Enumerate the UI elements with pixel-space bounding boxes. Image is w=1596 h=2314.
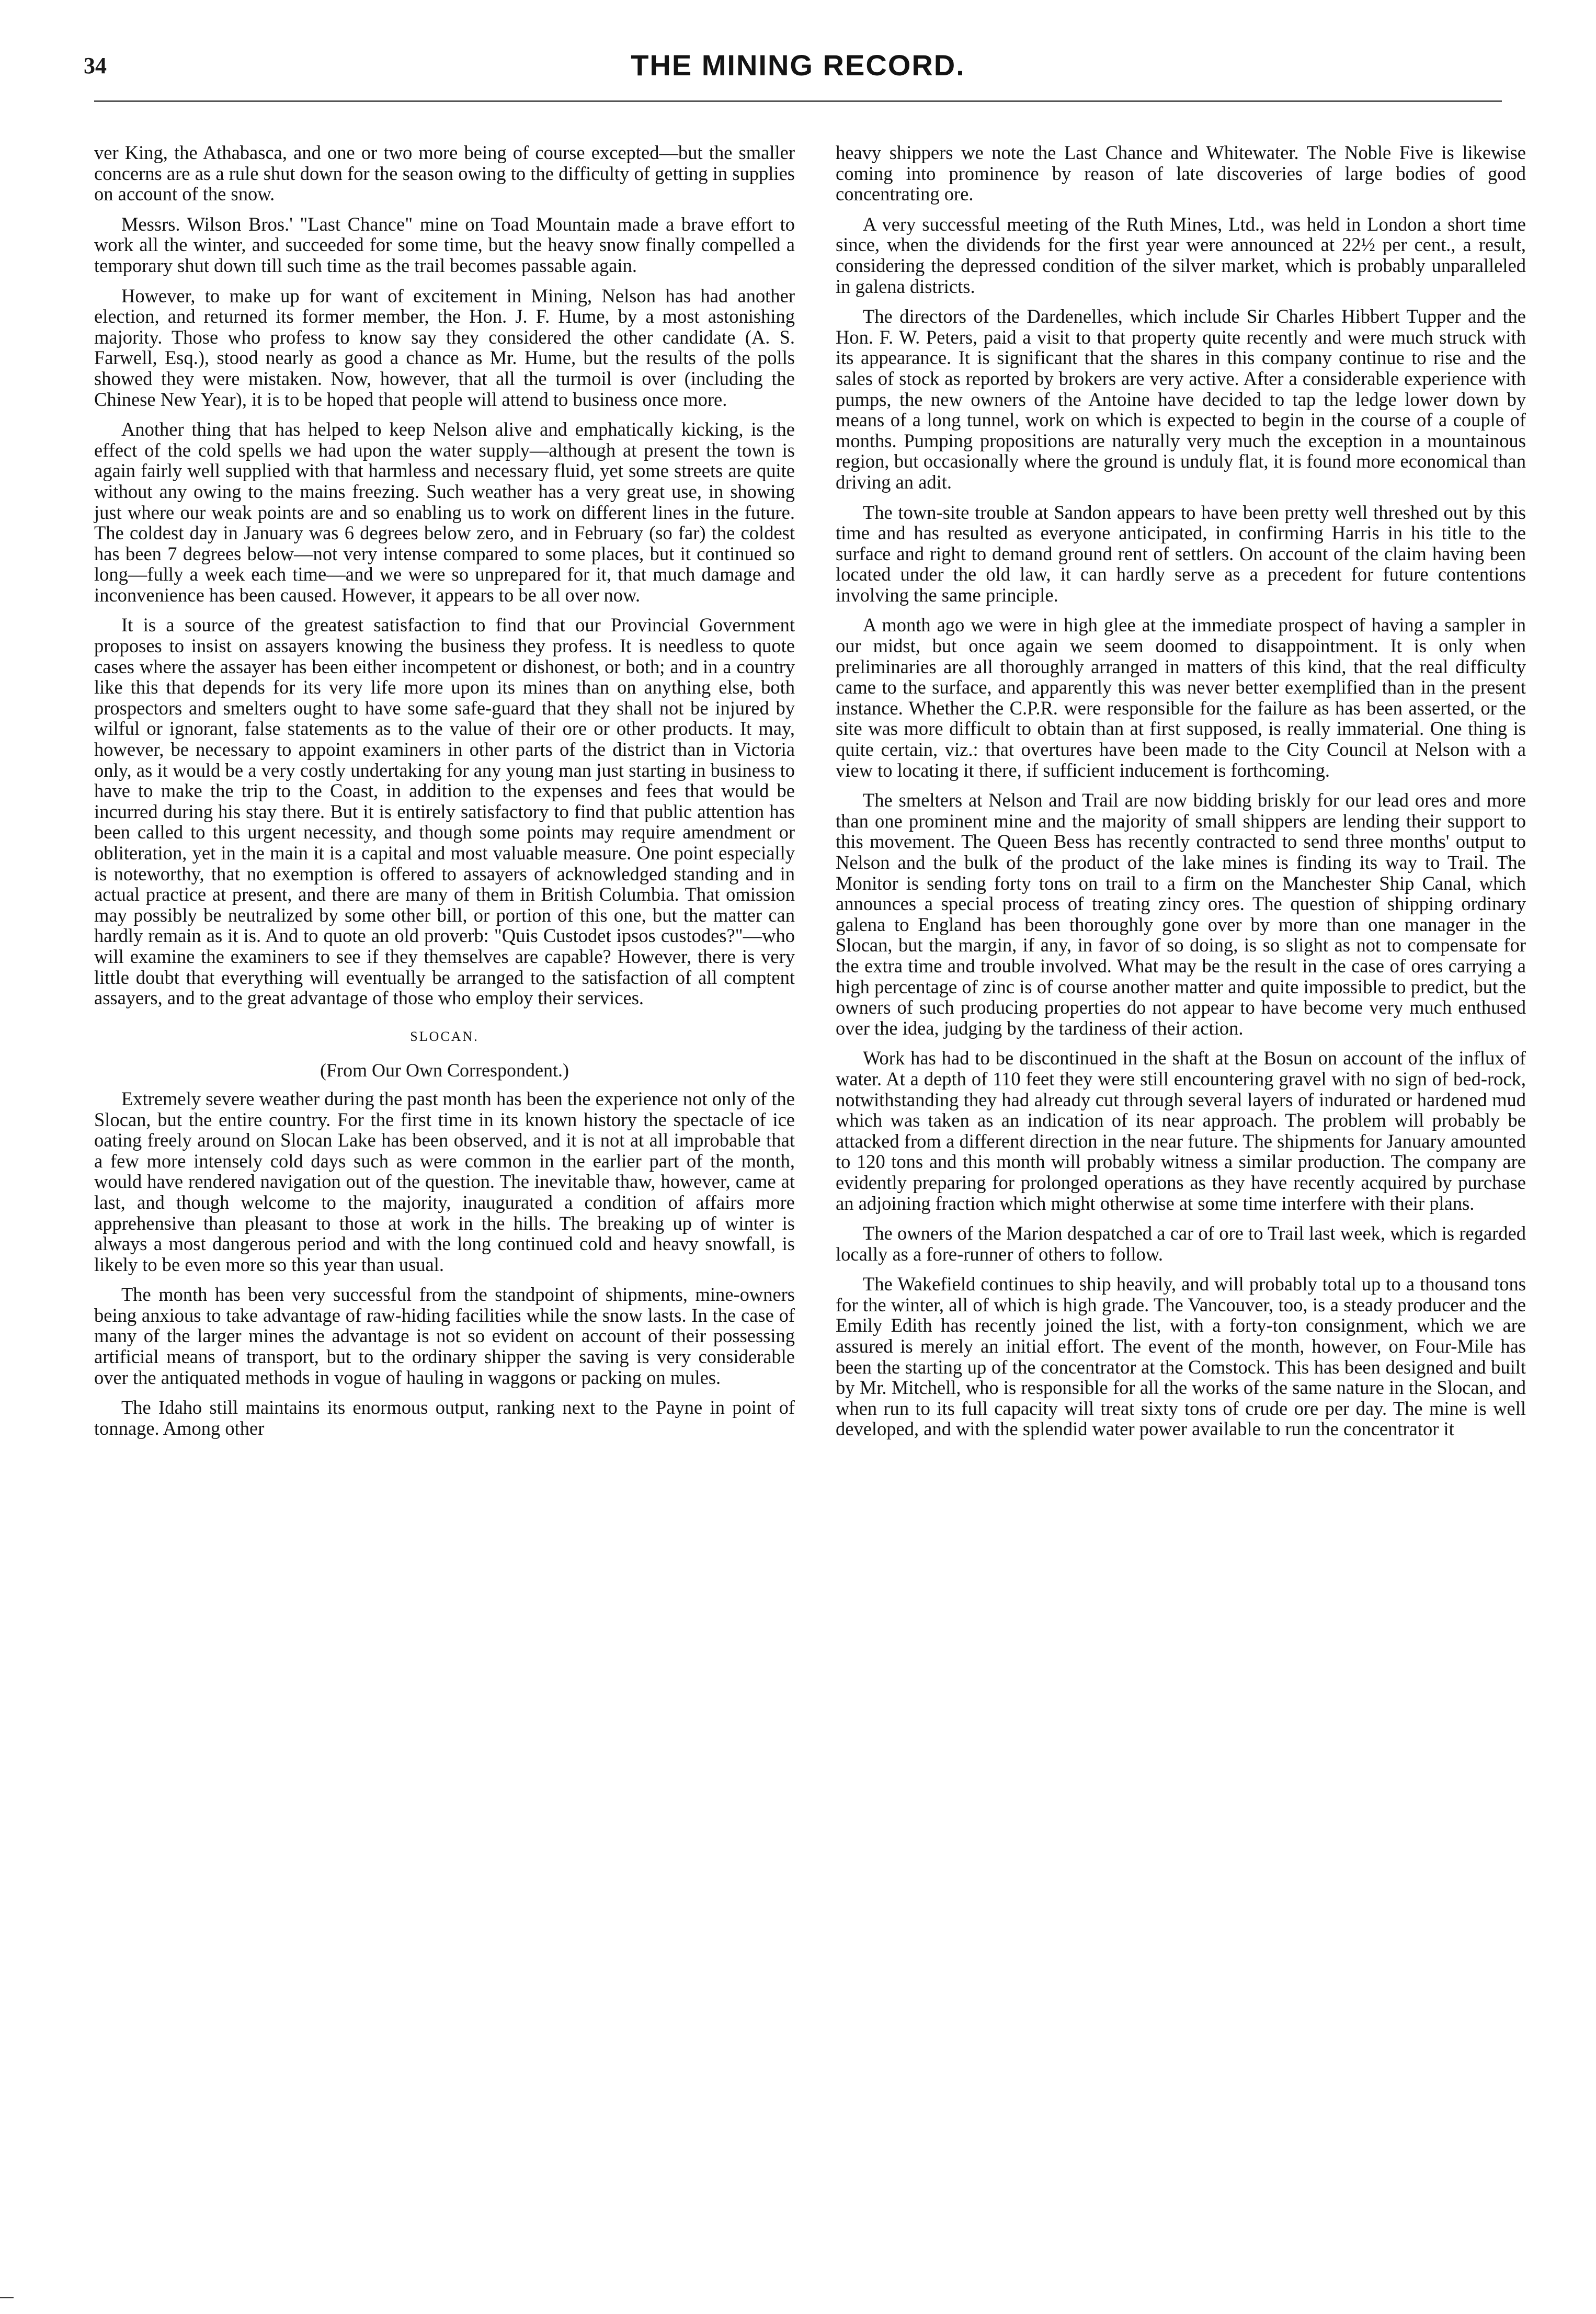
page-edge-mark	[0, 2297, 14, 2298]
paragraph: The Idaho still maintains its enormous output, ranking next to the Payne in point of tonnage. Among other	[94, 1397, 795, 1439]
paragraph: The month has been very successful from the standpoint of shipments, mine-owners being anxious to take advantage of raw-hiding facilities while the snow lasts. In the case of many of the larger mines the advantage is not so evident on account of their possessing artificial means of transport, but to the ordinary shipper the saving is very considerable over the antiquated methods in vogue of hauling in waggons or packing on mules.	[94, 1284, 795, 1388]
paragraph: The Wakefield continues to ship heavily, and will probably total up to a thousand tons for the winter, all of which is high grade. The Vancouver, too, is a steady producer and the Emily Edith has recently joined the list, with a forty-ton consignment, which we are assured is merely an initial effort. The event of the month, however, on Four-Mile has been the starting up of the concentrator at the Comstock. This has been designed and built by Mr. Mitchell, who is responsible for all the works of the same nature in the Slocan, and when run to its full capacity will treat sixty tons of crude ore per day. The mine is well developed, and with the splendid water power available to run the concentrator it	[836, 1273, 1526, 1440]
paragraph: A very successful meeting of the Ruth Mines, Ltd., was held in London a short time since, when the dividends for the first year were announced at 22½ per cent., a result, considering the depressed condition of the silver market, which is probably unparalleled in galena districts.	[836, 213, 1526, 297]
paragraph: Work has had to be discontinued in the shaft at the Bosun on account of the influx of water. At a depth of 110 feet they were still encountering gravel with no sign of bed-rock, notwithstanding they had already cut through several layers of indurated or hardened mud which was taken as an indication of its near approach. The problem will probably be attacked from a different direction in the near future. The shipments for January amounted to 120 tons and this month will probably witness a similar production. The company are evidently preparing for prolonged operations as they have recently acquired by purchase an adjoining fraction which might otherwise at some time interfere with their plans.	[836, 1047, 1526, 1214]
paragraph: Extremely severe weather during the past month has been the experience not only of the Slocan, but the entire country. For the first time in its known history the spectacle of ice oating freely around on Slocan Lake has been observed, and it is not at all improbable that a few more intensely cold days such as were common in the earlier part of the month, would have rendered navigation out of the question. The inevitable thaw, however, came at last, and though welcome to the majority, inaugurated a condition of affairs more apprehensive than pleasant to those at work in the hills. The breaking up of winter is always a most dangerous period and with the long continued cold and heavy snowfall, is likely to be even more so this year than usual.	[94, 1087, 795, 1275]
paragraph: However, to make up for want of excitement in Mining, Nelson has had another election, and returned its former member, the Hon. J. F. Hume, by a most astonishing majority. Those who profess to know say they considered the other candidate (A. S. Farwell, Esq.), stood nearly as good a chance as Mr. Hume, but the results of the polls showed they were mistaken. Now, however, that all the turmoil is over (including the Chinese New Year), it is to be hoped that people will attend to business once more.	[94, 285, 795, 410]
section-title-slocan: SLOCAN.	[410, 1028, 479, 1044]
page-number: 34	[84, 53, 107, 78]
paragraph: It is a source of the greatest satisfaction to find that our Provincial Government proposes to insist on assayers knowing the business they profess. It is needless to quote cases where the assayer has been either incompetent or dishonest, or both; and in a country like this that depends for its very life more upon its mines than on anything else, both prospectors and smelters ought to have some safe-guard that they shall not be injured by wilful or ignorant, false statements as to the value of their ore or other products. It may, however, be necessary to appoint examiners in other parts of the district than in Victoria only, as it would be a very costly undertaking for any young man just starting in business to have to make the trip to the Coast, in addition to the expenses and fees that would be incurred during his stay there. But it is entirely satisfactory to find that public attention has been called to this urgent necessity, and though some points may require amendment or obliteration, yet in the main it is a capital and most valuable measure. One point especially is noteworthy, that no exemption is offered to assayers of acknowledged standing and in actual practice at present, and there are many of them in British Columbia. That omission may possibly be neutralized by some other bill, or portion of this one, but the matter can hardly remain as it is. And to quote an old proverb: "Quis Custodet ipsos custodes?"—who will examine the examiners to see if they themselves are capable? However, there is very little doubt that everything will eventually be arranged to the satisfaction of all comptent assayers, and to the great advantage of those who employ their services.	[94, 614, 795, 1009]
paragraph: Messrs. Wilson Bros.' "Last Chance" mine on Toad Mountain made a brave effort to work all the winter, and succeeded for some time, but the heavy snow finally compelled a temporary shut down till such time as the trail becomes passable again.	[94, 213, 795, 276]
paragraph: A month ago we were in high glee at the immediate prospect of having a sampler in our midst, but once again we seem doomed to disappointment. It is only when preliminaries are all thoroughly arranged in matters of this kind, that the real difficulty came to the surface, and apparently this was never better exemplified than in the present instance. Whether the C.P.R. were responsible for the failure as has been asserted, or the site was more difficult to obtain than at first supposed, is really immaterial. One thing is quite certain, viz.: that overtures have been made to the City Council at Nelson with a view to locating it there, if sufficient inducement is forthcoming.	[836, 614, 1526, 781]
paragraph: The directors of the Dardenelles, which include Sir Charles Hibbert Tupper and the Hon. F. W. Peters, paid a visit to that property quite recently and were much struck with its appearance. It is significant that the shares in this company continue to rise and the sales of stock as reported by brokers are very active. After a considerable experience with pumps, the new owners of the Antoine have decided to tap the ledge lower down by means of a long tunnel, work on which is expected to begin in the course of a couple of months. Pumping propositions are naturally very much the exception in a mountainous region, but occasionally where the ground is unduly flat, it is found more economical than driving an adit.	[836, 305, 1526, 493]
right-column	[836, 142, 1526, 1449]
paragraph: The town-site trouble at Sandon appears to have been pretty well threshed out by this time and has resulted as everyone anticipated, in confirming Harris in his title to the surface and right to demand ground rent of settlers. On account of the claim having been located under the old law, it can hardly serve as a precedent for future contentions involving the same principle.	[836, 501, 1526, 606]
left-column	[94, 142, 795, 1448]
running-head-title: THE MINING RECORD.	[631, 49, 965, 82]
paragraph: Another thing that has helped to keep Nelson alive and emphatically kicking, is the effect of the cold spells we had upon the water supply—although at present the town is again fairly well supplied with that harmless and necessary fluid, yet some streets are quite without any owing to the mains freezing. Such weather has a very great use, in showing just where our weak points are and so enabling us to work on different lines in the future. The coldest day in January was 6 degrees below zero, and in February (so far) the coldest has been 7 degrees below—not very intense compared to some places, but it continued so long—fully a week each time—and we were so unprepared for it, that much damage and inconvenience has been caused. However, it appears to be all over now.	[94, 418, 795, 606]
paragraph: The smelters at Nelson and Trail are now bidding briskly for our lead ores and more than one prominent mine and the majority of small shippers are lending their support to this movement. The Queen Bess has recently contracted to send three months' output to Nelson and the bulk of the product of the lake mines is finding its way to Trail. The Monitor is sending forty tons on trail to a firm on the Manchester Ship Canal, which announces a special process of treating zincy ores. The question of shipping ordinary galena to England has been thoroughly gone over by more than one manager in the Slocan, but the margin, if any, in favor of so doing, is so slight as not to compensate for the extra time and trouble involved. What may be the result in the case of ores carrying a high percentage of zinc is of course another matter and quite impossible to predict, but the owners of such producing properties do not appear to have become very much enthused over the idea, judging by the tardiness of their action.	[836, 789, 1526, 1039]
header-rule	[94, 100, 1502, 102]
paragraph: heavy shippers we note the Last Chance and Whitewater. The Noble Five is likewise coming into prominence by reason of late discoveries of large bodies of good concentrating ore.	[836, 142, 1526, 205]
paragraph: The owners of the Marion despatched a car of ore to Trail last week, which is regarded locally as a fore-runner of others to follow.	[836, 1222, 1526, 1265]
byline: (From Our Own Correspondent.)	[320, 1060, 569, 1081]
paragraph: ver King, the Athabasca, and one or two more being of course excepted—but the smaller concerns are as a rule shut down for the season owing to the difficulty of getting in supplies on account of the snow.	[94, 142, 795, 205]
